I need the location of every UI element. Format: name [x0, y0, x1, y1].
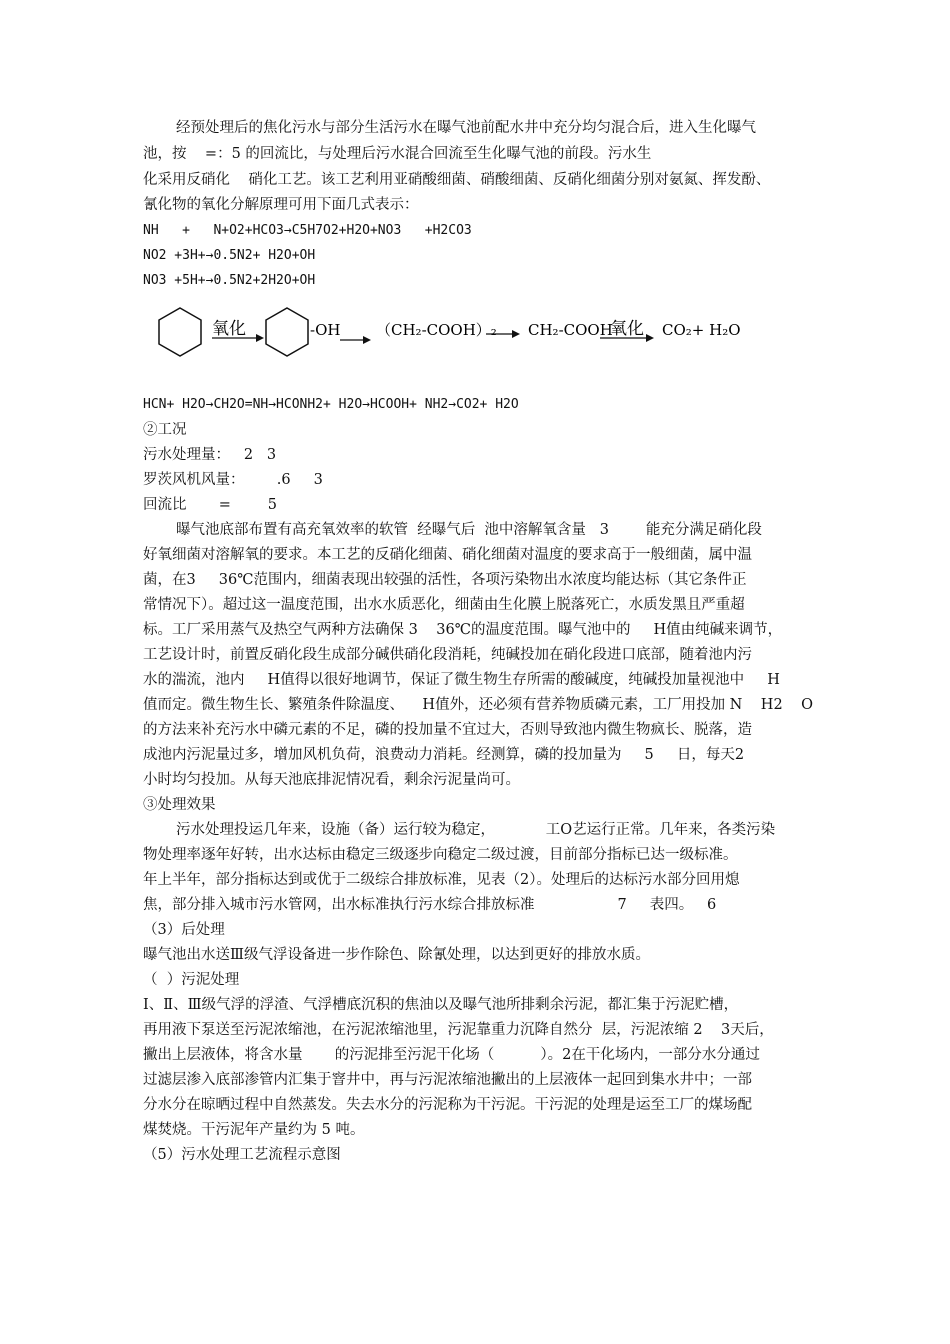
- paragraph-line: 分水分在晾晒过程中自然蒸发。失去水分的污泥称为干污泥。干污泥的处理是运至工厂的煤场配: [143, 1097, 752, 1113]
- benzene-ring-icon: [159, 308, 201, 356]
- paragraph-line: 的方法来补充污水中磷元素的不足，磷的投加量不宜过大，否则导致池内微生物疯长、脱落，造: [143, 722, 752, 738]
- paragraph-line: 池，按 =：5 的回流比，与处理后污水混合回流至生化曝气池的前段。污水生: [143, 146, 652, 162]
- paragraph-line: 化采用反硝化 硝化工艺。该工艺利用亚硝酸细菌、硝酸细菌、反硝化细菌分别对氨氮、挥发酚、: [143, 172, 771, 188]
- paragraph-line: 工艺设计时，前置反硝化段生成部分碱供硝化段消耗，纯碱投加在硝化段进口底部，随着池内污: [143, 647, 752, 663]
- paragraph-line: 撇出上层液体，将含水量 的污泥排至污泥干化场（ ）。2在干化场内，一部分水分通过: [143, 1047, 760, 1063]
- benzene-ring-icon: [266, 308, 308, 356]
- paragraph-line: 水的湍流，池内 H值得以很好地调节，保证了微生物生存所需的酸碱度，纯碱投加量视池中 H: [143, 672, 780, 688]
- paragraph-line: 曝气池底部布置有高充氧效率的软管 经曝气后 池中溶解氧含量 3 能充分满足硝化段: [176, 522, 762, 538]
- paragraph-line: 污水处理投运几年来，设施（备）运行较为稳定， 工O艺运行正常。几年来，各类污染: [176, 822, 776, 838]
- paragraph-line: 煤焚烧。干污泥年产量约为 5 吨。: [143, 1122, 365, 1138]
- paragraph-line: 常情况下）。超过这一温度范围，出水水质恶化，细菌由生化膜上脱落死亡，水质发黑且严重超: [143, 597, 745, 613]
- paragraph-line: 年上半年，部分指标达到或优于二级综合排放标准，见表（2）。处理后的达标污水部分回用熄: [143, 872, 740, 888]
- equation-line: NO2 +3H+→0.5N2+ H2O+OH: [143, 248, 316, 263]
- reaction-scheme: [150, 306, 741, 366]
- paragraph-line: 成池内污泥量过多，增加风机负荷，浪费动力消耗。经测算，磷的投加量为 5 日，每天2: [143, 747, 745, 763]
- section-heading: （3）后处理: [143, 922, 225, 938]
- paragraph-line: 污水处理量： 2 3: [143, 447, 277, 463]
- paragraph-line: 物处理率逐年好转，出水达标由稳定三级逐步向稳定二级过渡，目前部分指标已达一级标准。: [143, 847, 738, 863]
- paragraph-line: 小时均匀投加。从每天池底排泥情况看，剩余污泥量尚可。: [143, 772, 520, 788]
- paragraph-line: 罗茨风机风量： .6 3: [143, 472, 323, 488]
- final-product-label: CO₂+ H₂O: [662, 321, 741, 339]
- phenol-oxidation-diagram: [150, 306, 741, 370]
- arrow-head-1: [256, 334, 264, 342]
- paragraph-line: 回流比 = 5: [143, 497, 278, 513]
- arrow-head-4: [646, 334, 654, 342]
- intermediate-label: （CH₂-COOH）₂: [376, 321, 497, 339]
- paragraph-line: 再用液下泵送至污泥浓缩池，在污泥浓缩池里，污泥靠重力沉降自然分 层，污泥浓缩 2 3天后，: [143, 1022, 774, 1038]
- oxidize-label-2: 氧化: [610, 319, 644, 339]
- paragraph-line: 好氧细菌对溶解氧的要求。本工艺的反硝化细菌、硝化细菌对温度的要求高于一般细菌，属中温: [143, 547, 752, 563]
- section-heading: （5）污水处理工艺流程示意图: [143, 1147, 341, 1163]
- equation-line: NO3 +5H+→0.5N2+2H2O+OH: [143, 273, 316, 288]
- section-heading: ③处理效果: [143, 797, 216, 813]
- paragraph-line: 值而定。微生物生长、繁殖条件除温度、 H值外，还必须有营养物质磷元素，工厂用投加 N H2 O: [143, 697, 814, 713]
- equation-line: HCN+ H2O→CH2O=NH→HCONH2+ H2O→HCOOH+ NH2→CO2+ H2O: [143, 397, 519, 412]
- oxidize-label-1: 氧化: [212, 319, 246, 339]
- paragraph-line: 焦，部分排入城市污水管网，出水标准执行污水综合排放标准 7 表四。 6: [143, 897, 717, 913]
- arrow-head-2: [363, 336, 371, 344]
- arrow-head-3: [512, 330, 520, 338]
- paragraph-line: 过滤层渗入底部渗管内汇集于窨井中，再与污泥浓缩池撇出的上层液体一起回到集水井中；一部: [143, 1072, 752, 1088]
- equation-line: NH + N+O2+HCO3→C5H7O2+H2O+NO3 +H2CO3: [143, 223, 472, 238]
- hydroxyl-label: -OH: [310, 321, 341, 339]
- paragraph-line: 标。工厂采用蒸气及热空气两种方法确保 3 36℃的温度范围。曝气池中的 H值由纯碱来调节，: [143, 622, 783, 638]
- section-heading: ②工况: [143, 422, 187, 438]
- paragraph-line: Ⅰ、Ⅱ、Ⅲ级气浮的浮渣、气浮槽底沉积的焦油以及曝气池所排剩余污泥，都汇集于污泥贮槽，: [143, 997, 739, 1013]
- paragraph-line: 经预处理后的焦化污水与部分生活污水在曝气池前配水井中充分均匀混合后，进入生化曝气: [176, 120, 756, 136]
- paragraph-line: 氰化物的氧化分解原理可用下面几式表示：: [143, 197, 419, 213]
- section-heading: （ ）污泥处理: [143, 972, 240, 988]
- product-label: CH₂-COOH: [528, 321, 613, 339]
- paragraph-line: 菌，在3 36℃范围内，细菌表现出较强的活性，各项污染物出水浓度均能达标（其它条件正: [143, 572, 747, 588]
- paragraph-line: 曝气池出水送Ⅲ级气浮设备进一步作除色、除氰处理，以达到更好的排放水质。: [143, 947, 650, 963]
